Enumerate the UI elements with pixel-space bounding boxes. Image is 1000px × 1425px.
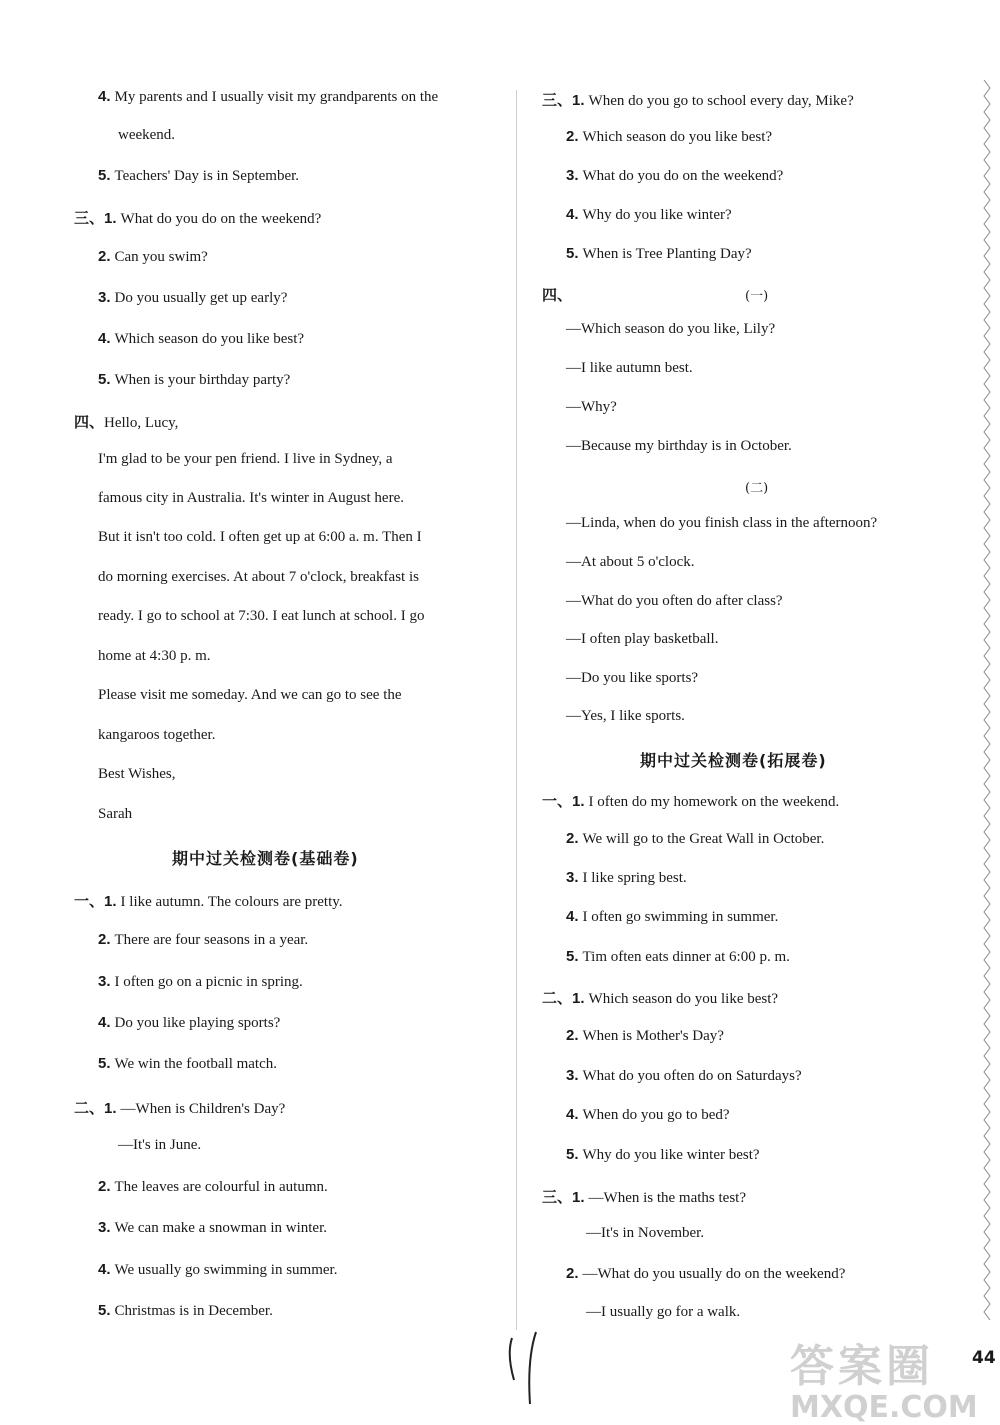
- answer-line: [566, 245, 752, 263]
- answer-line: [566, 1067, 802, 1085]
- item-number: 5.: [566, 245, 579, 262]
- answer-text: —What do you usually do on the weekend?: [582, 1266, 846, 1282]
- section-number: 一、: [542, 792, 573, 810]
- item-number: 4.: [566, 908, 579, 925]
- answer-line: [566, 128, 772, 146]
- letter-text: famous city in Australia. It's winter in August here.: [98, 490, 404, 506]
- letter-line: [98, 608, 424, 625]
- answer-line: [98, 167, 299, 185]
- answer-line: [98, 1055, 277, 1073]
- item-number: 3.: [98, 1219, 111, 1236]
- answer-text: We will go to the Great Wall in October.: [582, 831, 825, 847]
- item-number: 3.: [98, 973, 111, 990]
- item-number: 5.: [566, 948, 579, 965]
- answer-line: [542, 284, 572, 305]
- answer-text: We win the football match.: [114, 1056, 278, 1072]
- answer-text: Why do you like winter?: [582, 207, 732, 223]
- answer-text: —I usually go for a walk.: [586, 1304, 741, 1320]
- dialogue-line: [566, 360, 693, 377]
- answer-text: I like autumn. The colours are pretty.: [120, 894, 343, 910]
- answer-line: [98, 248, 208, 266]
- item-number: 1.: [572, 1189, 585, 1206]
- answer-line: [98, 1302, 273, 1320]
- letter-line: [98, 490, 404, 507]
- answer-text: The leaves are colourful in autumn.: [114, 1179, 328, 1195]
- item-number: 2.: [98, 248, 111, 265]
- answer-text: I like spring best.: [582, 870, 687, 886]
- answer-line: [566, 206, 732, 224]
- section-number: 三、: [542, 91, 573, 109]
- answer-text: Which season do you like best?: [588, 991, 779, 1007]
- dialogue-marker: (一): [745, 289, 769, 304]
- answer-line: [118, 1137, 201, 1154]
- dialogue-line: [566, 554, 695, 571]
- answer-line: [98, 88, 438, 106]
- answer-text: Do you usually get up early?: [114, 290, 288, 306]
- item-number: 2.: [566, 128, 579, 145]
- dialogue-line: [566, 631, 718, 648]
- dialogue-text: —I often play basketball.: [566, 631, 719, 647]
- answer-text: Which season do you like best?: [114, 331, 305, 347]
- section-number: 三、: [542, 1188, 573, 1206]
- answer-line: [74, 1097, 285, 1118]
- item-number: 2.: [566, 1027, 579, 1044]
- watermark-url: MXQE.COM: [790, 1390, 978, 1425]
- answer-text: What do you often do on Saturdays?: [582, 1068, 802, 1084]
- letter-text: ready. I go to school at 7:30. I eat lunch at school. I go: [98, 608, 425, 624]
- item-number: 1.: [104, 893, 117, 910]
- dialogue-text: —Linda, when do you finish class in the afternoon?: [566, 515, 878, 531]
- answer-text: When do you go to bed?: [582, 1107, 730, 1123]
- section-number: 二、: [74, 1099, 105, 1117]
- answer-line: [542, 790, 839, 811]
- answer-text: What do you do on the weekend?: [582, 168, 784, 184]
- letter-text: kangaroos together.: [98, 727, 216, 743]
- answer-line: [98, 289, 287, 307]
- section-number: 四、: [74, 413, 105, 431]
- answer-text: When do you go to school every day, Mike?: [588, 93, 854, 109]
- item-number: 4.: [98, 88, 111, 105]
- dialogue-line: [566, 438, 792, 455]
- letter-text: Sarah: [98, 806, 133, 822]
- section-heading: 期中过关检测卷(拓展卷): [640, 751, 827, 770]
- item-number: 4.: [98, 1261, 111, 1278]
- letter-line: [98, 687, 402, 704]
- dialogue-line: [566, 670, 698, 687]
- letter-line: [98, 648, 211, 665]
- dialogue-line: [566, 399, 617, 416]
- letter-line: [98, 569, 419, 586]
- answer-line: [98, 371, 290, 389]
- dialogue-text: —Which season do you like, Lily?: [566, 321, 776, 337]
- answer-line: [98, 931, 308, 949]
- dialogue-text: —At about 5 o'clock.: [566, 554, 695, 570]
- answer-line: [586, 1225, 704, 1242]
- letter-text: But it isn't too cold. I often get up at 6:00 a. m. Then I: [98, 529, 422, 545]
- item-number: 5.: [566, 1146, 579, 1163]
- dialogue-text: —I like autumn best.: [566, 360, 693, 376]
- item-number: 3.: [566, 869, 579, 886]
- item-number: 3.: [566, 1067, 579, 1084]
- answer-line: [542, 987, 778, 1008]
- answer-text: Which season do you like best?: [582, 129, 773, 145]
- dialogue-text: —Yes, I like sports.: [566, 708, 685, 724]
- zigzag-edge-decoration: [980, 80, 994, 1330]
- dialogue-text: —Because my birthday is in October.: [566, 438, 792, 454]
- item-number: 2.: [566, 1265, 579, 1282]
- letter-text: Please visit me someday. And we can go to see the: [98, 687, 402, 703]
- answer-text: I often go on a picnic in spring.: [114, 974, 303, 990]
- column-divider: [516, 90, 517, 1330]
- section-number: 四、: [542, 286, 573, 304]
- answer-line: [98, 973, 303, 991]
- answer-text: I often do my homework on the weekend.: [588, 794, 840, 810]
- answer-text: There are four seasons in a year.: [114, 932, 309, 948]
- answer-text: What do you do on the weekend?: [120, 211, 322, 227]
- item-number: 4.: [566, 1106, 579, 1123]
- dialogue-text: —Why?: [566, 399, 617, 415]
- item-number: 1.: [572, 92, 585, 109]
- page-number: 44: [972, 1348, 996, 1368]
- answer-line: [98, 1014, 280, 1032]
- item-number: 4.: [566, 206, 579, 223]
- answer-line: [98, 1178, 328, 1196]
- answer-text: weekend.: [118, 127, 176, 143]
- item-number: 1.: [572, 990, 585, 1007]
- dialogue-marker: (二): [745, 481, 769, 496]
- answer-line: [566, 869, 687, 887]
- dialogue-line: [566, 321, 775, 338]
- dialogue-line: [566, 593, 783, 610]
- answer-text: Can you swim?: [114, 249, 208, 265]
- answer-line: [566, 1027, 724, 1045]
- letter-text: Best Wishes,: [98, 766, 176, 782]
- answer-line: [566, 1265, 845, 1283]
- letter-line: [98, 451, 393, 468]
- letter-text: I'm glad to be your pen friend. I live in Sydney, a: [98, 451, 393, 467]
- section-number: 三、: [74, 209, 105, 227]
- letter-line: [98, 766, 175, 783]
- letter-text: home at 4:30 p. m.: [98, 648, 211, 664]
- section-number: 一、: [74, 892, 105, 910]
- item-number: 1.: [104, 210, 117, 227]
- answer-text: When is your birthday party?: [114, 372, 291, 388]
- answer-line: [542, 89, 854, 110]
- answer-line: [118, 127, 175, 144]
- item-number: 3.: [98, 289, 111, 306]
- section-number: 二、: [542, 989, 573, 1007]
- answer-line: [566, 1106, 730, 1124]
- answer-text: I often go swimming in summer.: [582, 909, 779, 925]
- answer-text: We usually go swimming in summer.: [114, 1262, 338, 1278]
- answer-text: —It's in June.: [118, 1137, 202, 1153]
- pen-scribble: [500, 1330, 550, 1410]
- item-number: 2.: [98, 1178, 111, 1195]
- letter-text: do morning exercises. At about 7 o'clock, breakfast is: [98, 569, 419, 585]
- item-number: 3.: [566, 167, 579, 184]
- answer-text: Why do you like winter best?: [582, 1147, 760, 1163]
- answer-text: When is Tree Planting Day?: [582, 246, 752, 262]
- answer-text: Christmas is in December.: [114, 1303, 273, 1319]
- item-number: 2.: [566, 830, 579, 847]
- answer-line: [566, 1146, 760, 1164]
- answer-line: [566, 167, 783, 185]
- item-number: 5.: [98, 371, 111, 388]
- answer-text: My parents and I usually visit my grandparents on the: [114, 89, 439, 105]
- item-number: 4.: [98, 1014, 111, 1031]
- answer-line: [74, 890, 343, 911]
- section-heading: 期中过关检测卷(基础卷): [172, 849, 359, 868]
- dialogue-text: —What do you often do after class?: [566, 593, 783, 609]
- answer-line: [586, 1304, 740, 1321]
- answer-text: —When is the maths test?: [588, 1190, 746, 1206]
- answer-text: When is Mother's Day?: [582, 1028, 724, 1044]
- dialogue-text: —Do you like sports?: [566, 670, 699, 686]
- answer-text: —When is Children's Day?: [120, 1101, 286, 1117]
- item-number: 2.: [98, 931, 111, 948]
- answer-line: [566, 830, 824, 848]
- answer-text: Do you like playing sports?: [114, 1015, 281, 1031]
- answer-line: [74, 411, 178, 432]
- item-number: 5.: [98, 1302, 111, 1319]
- answer-text: Teachers' Day is in September.: [114, 168, 300, 184]
- watermark-logo: 答案圈: [790, 1341, 934, 1392]
- letter-line: [98, 806, 132, 823]
- letter-line: [98, 727, 215, 744]
- watermark: [790, 1330, 978, 1425]
- answer-line: [98, 1261, 337, 1279]
- answer-line: [542, 1186, 746, 1207]
- letter-line: [98, 529, 422, 546]
- item-number: 1.: [572, 793, 585, 810]
- dialogue-line: [566, 708, 685, 725]
- answer-line: [566, 948, 790, 966]
- answer-line: [566, 908, 778, 926]
- item-number: 5.: [98, 167, 111, 184]
- item-number: 1.: [104, 1100, 117, 1117]
- answer-line: [98, 1219, 327, 1237]
- answer-text: Hello, Lucy,: [104, 415, 179, 431]
- answer-text: —It's in November.: [586, 1225, 705, 1241]
- answer-line: [74, 207, 321, 228]
- dialogue-line: [566, 515, 877, 532]
- item-number: 5.: [98, 1055, 111, 1072]
- answer-line: [98, 330, 304, 348]
- item-number: 4.: [98, 330, 111, 347]
- answer-text: Tim often eats dinner at 6:00 p. m.: [582, 949, 790, 965]
- answer-text: We can make a snowman in winter.: [114, 1220, 327, 1236]
